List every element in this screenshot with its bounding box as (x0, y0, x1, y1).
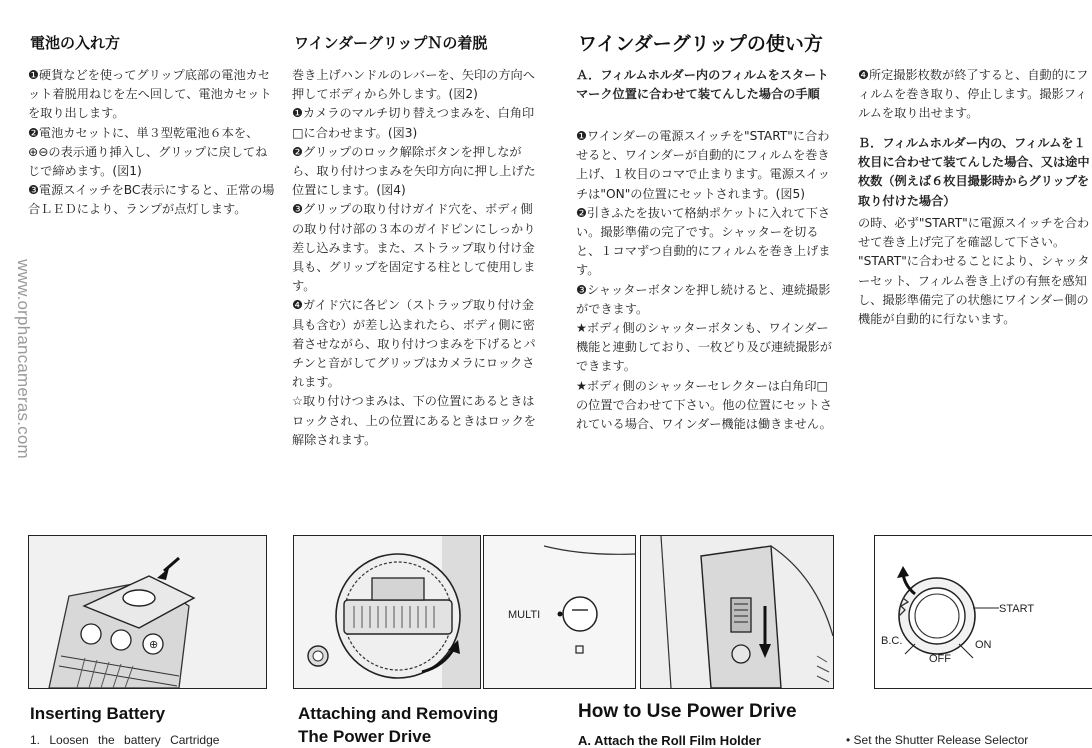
on-label: ON (975, 639, 992, 651)
multi-label: MULTI (508, 609, 541, 621)
figure-1-illustration (29, 536, 266, 688)
figure-2-handle (293, 535, 481, 689)
col4-body2: の時、必ず"START"に電源スイッチを合わせて巻き上げ完了を確認して下さい。 "START"に合わせることにより、シャッターセット、フィルム巻き上げの有無を感知し、撮影準備完了の状態にワインダー側の機能が自動的に行ないます。 (858, 216, 1090, 327)
en-col3-subheading: A. Attach the Roll Film Holder (578, 733, 761, 748)
figure-3-multi-selector (483, 535, 636, 689)
col3-heading: ワインダーグリップの使い方 (578, 33, 823, 55)
side-url-watermark: www.orphancameras.com (14, 259, 33, 459)
en-col4-text: • Set the Shutter Release Selector (846, 733, 1029, 747)
col4-body1: ❹所定撮影枚数が終了すると、自動的にフィルムを巻き取り、停止します。撮影フィルムを取り出せます。 (858, 68, 1089, 121)
en-col1-heading: Inserting Battery (30, 704, 166, 723)
figure-5-power-switch (874, 535, 1092, 689)
bc-label: B.C. (881, 635, 903, 647)
col2-body: 巻き上げハンドルのレバーを、矢印の方向へ押してボディから外します。(図2) ❶カメラのマルチ切り替えつまみを、白角印□に合わせます。(図3) ❷グリップのロック解除ボタンを押しながら、取り付けつまみを矢印方向に押し上げた位置にします。(図4) ❸グリップの取り付けガイド穴を、ボディ側の取り付け部の３本のガイドピンにしっかり差し込みます。また、ストラップ取り付け金具も、グリップを固定する柱として使用します。 ❹ガイド穴に各ピン（ストラップ取り付け金具も含む）が差し込まれたら、ボディ側に密着させながら、取り付けつまみを下げるとパチンと音がしてグリップはカメラにロックされます。 ☆取り付けつまみは、下の位置にあるときはロックされ、上の位置にあるときはロックを解除されます。 (292, 68, 536, 447)
start-label: START (999, 603, 1035, 615)
col1-body: ❶硬貨などを使ってグリップ底部の電池カセット着脱用ねじを左へ回して、電池カセットを取り出します。 ❷電池カセットに、単３型乾電池６本を、⊕⊖の表示通り挿入し、グリップに戻してねじで締めます。(図1) ❸電源スイッチをBC表示にすると、正常の場合ＬＥＤにより、ランプが点灯します。 (28, 68, 275, 217)
en-col3-heading: How to Use Power Drive (578, 701, 797, 722)
figure-2-illustration (294, 536, 480, 688)
en-col2-heading-line2: The Power Drive (298, 727, 432, 746)
col3-body: ❶ワインダーの電源スイッチを"START"に合わせると、ワインダーが自動的にフィルムを巻き上げ、１枚目のコマで止まります。電源スイッチは"ON"の位置にセットされます。(図5) ❷引きふたを抜いて格納ポケットに入れて下さい。撮影準備の完了です。シャッターを切ると、１コマずつ自動的にフィルムを巻き上げます。 ❸シャッターボタンを押し続けると、連続撮影ができます。 ★ボディ側のシャッターボタンも、ワインダー機能と連動しており、一枚どり及び連続撮影ができます。 ★ボディ側のシャッターセレクターは白角印□の位置で合わせて下さい。他の位置にセットされている場合、ワインダー機能は働きません。 (576, 129, 832, 432)
off-label: OFF (929, 653, 951, 665)
figure-4-illustration (641, 536, 833, 688)
col2-heading: ワインダーグリップＮの着脱 (294, 34, 488, 52)
col1-heading: 電池の入れ方 (30, 34, 121, 52)
figure-4-grip-lock (640, 535, 834, 689)
figure-5-illustration (875, 536, 1092, 688)
en-col1-text: 1. Loosen the battery Cartridge (30, 733, 220, 747)
en-col2-heading-line1: Attaching and Removing (298, 704, 499, 723)
figure-3-illustration (484, 536, 635, 688)
col3-subheading: Ａ．フィルムホルダー内のフィルムをスタートマーク位置に合わせて装てんした場合の手順 (576, 68, 829, 102)
svg-text:⊕: ⊕ (149, 639, 159, 651)
col4-subheading: Ｂ．フィルムホルダー内の、フィルムを１枚目に合わせて装てんした場合、又は途中枚数（例えば６枚目撮影時からグリップを取り付けた場合） (858, 136, 1090, 208)
figure-1-battery (28, 535, 267, 689)
